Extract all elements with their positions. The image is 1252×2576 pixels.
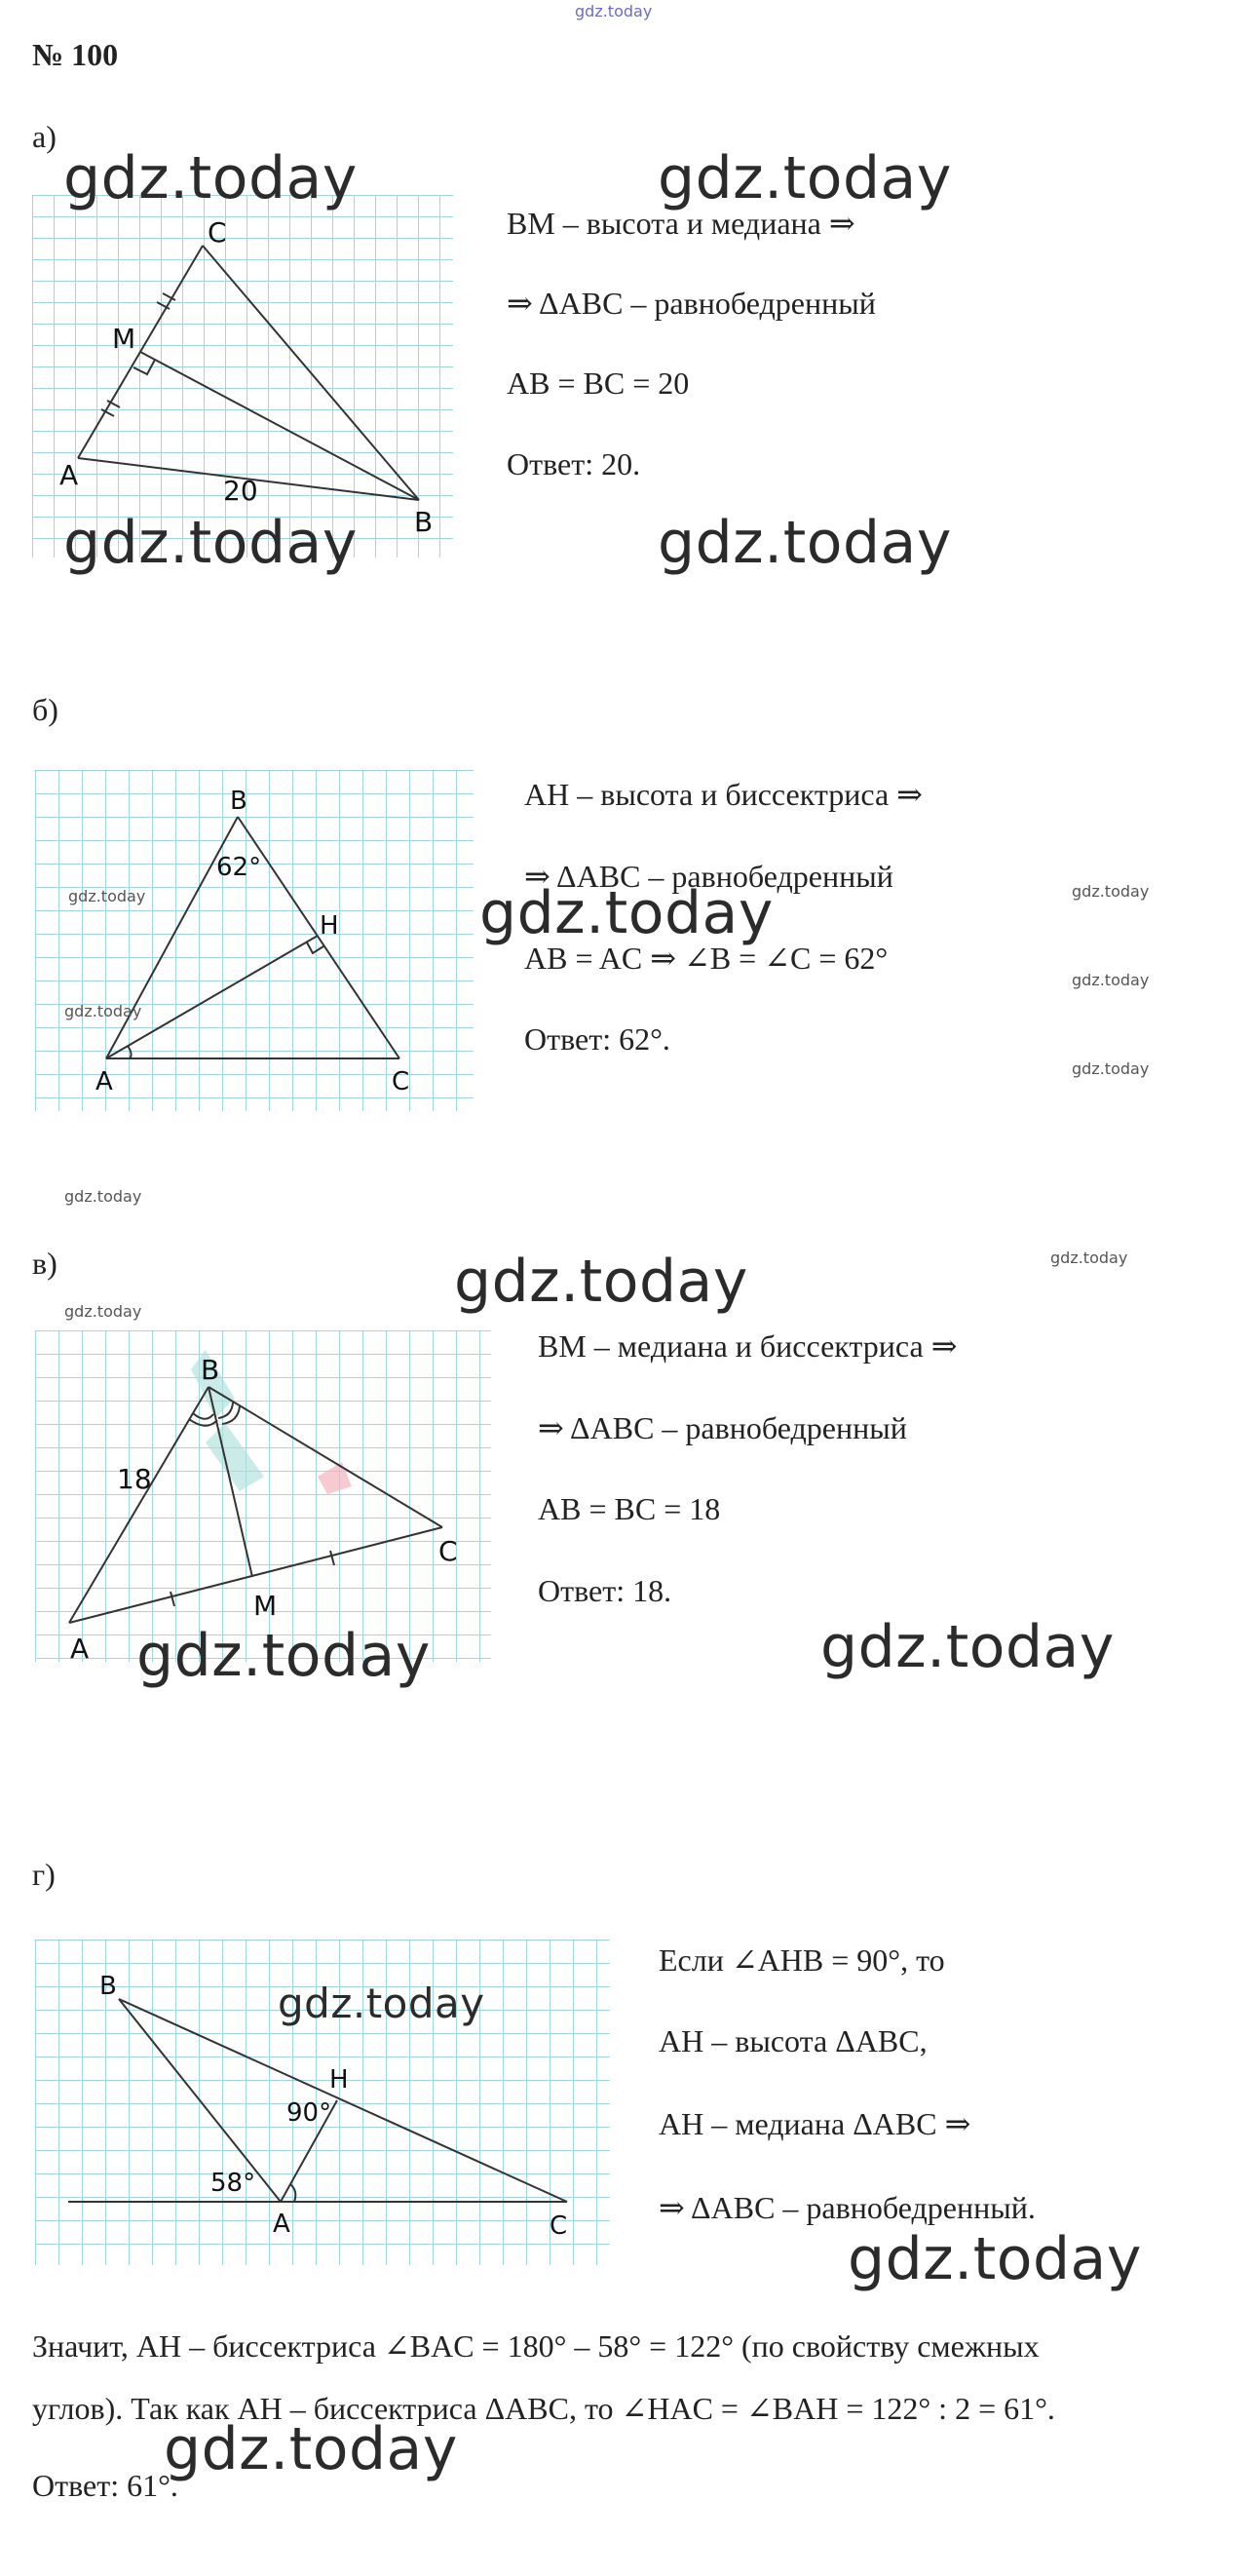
watermark: gdz.today (68, 887, 146, 905)
watermark: gdz.today (658, 144, 952, 212)
watermark: gdz.today (820, 1613, 1115, 1681)
site-header-link[interactable]: gdz.today (575, 2, 653, 20)
label-c: C (392, 1067, 410, 1096)
grid-background (35, 770, 474, 1111)
watermark: gdz.today (63, 509, 358, 577)
part-v-line-2: ⇒ ΔABC – равнобедренный (538, 1410, 907, 1445)
watermark: gdz.today (1072, 971, 1150, 989)
label-b: B (230, 787, 247, 816)
watermark: gdz.today (1050, 1249, 1128, 1267)
conclusion-line-2: углов). Так как AH – биссектриса ΔABC, то ∠HAC = ∠BAH = 122° : 2 = 61°. (32, 2391, 1055, 2426)
part-v-label: в) (32, 1246, 57, 1281)
part-v-line-4: Ответ: 18. (538, 1573, 672, 1608)
watermark: gdz.today (64, 1187, 142, 1206)
label-c: C (208, 216, 227, 249)
part-b-label: б) (32, 692, 58, 727)
part-b-line-2: ⇒ ΔABC – равнобедренный (524, 859, 893, 894)
label-a: A (59, 459, 79, 491)
part-v-line-3: AB = BC = 18 (538, 1491, 721, 1526)
conclusion-answer: Ответ: 61°. (32, 2468, 178, 2503)
label-h: H (329, 2065, 349, 2095)
label-m: M (253, 1590, 278, 1622)
label-h: H (320, 911, 339, 941)
watermark: gdz.today (64, 1302, 142, 1321)
part-b-line-3: AB = AC ⇒ ∠B = ∠C = 62° (524, 941, 889, 976)
label-b: B (414, 506, 434, 538)
part-v-figure (35, 1330, 497, 1668)
label-angle-a: 58° (210, 2169, 256, 2198)
part-g-label: г) (32, 1857, 56, 1892)
part-b-line-1: AH – высота и биссектриса ⇒ (524, 777, 923, 812)
watermark: gdz.today (479, 879, 774, 947)
label-a: A (95, 1067, 113, 1096)
label-c: C (438, 1535, 458, 1567)
part-a-line-1: BM – высота и медиана ⇒ (507, 206, 855, 241)
watermark: gdz.today (1072, 882, 1150, 901)
part-g-line-4: ⇒ ΔABC – равнобедренный. (659, 2190, 1036, 2225)
label-side: 20 (223, 475, 258, 507)
watermark: gdz.today (136, 1622, 431, 1690)
part-a-line-3: AB = BC = 20 (507, 365, 690, 401)
label-angle-h: 90° (286, 2098, 332, 2128)
watermark: gdz.today (454, 1248, 748, 1316)
label-b: B (201, 1354, 220, 1386)
label-a: A (70, 1633, 90, 1665)
part-a-line-4: Ответ: 20. (507, 446, 641, 481)
watermark: gdz.today (1072, 1059, 1150, 1078)
label-b: B (99, 1972, 117, 2001)
watermark: gdz.today (64, 1002, 142, 1020)
part-b-figure (35, 770, 479, 1117)
watermark: gdz.today (278, 1980, 485, 2027)
task-number: № 100 (32, 37, 119, 72)
label-angle: 62° (216, 853, 262, 882)
part-b-line-4: Ответ: 62°. (524, 1021, 670, 1057)
part-v-line-1: BM – медиана и биссектриса ⇒ (538, 1328, 958, 1364)
watermark: gdz.today (658, 509, 952, 577)
part-a-line-2: ⇒ ΔABC – равнобедренный (507, 286, 876, 321)
part-g-line-3: AH – медиана ΔABC ⇒ (659, 2106, 971, 2141)
label-a: A (273, 2210, 290, 2239)
watermark: gdz.today (848, 2225, 1142, 2293)
label-c: C (550, 2211, 568, 2241)
label-side: 18 (117, 1463, 152, 1495)
watermark: gdz.today (164, 2415, 458, 2483)
conclusion-line-1: Значит, AH – биссектриса ∠BAC = 180° – 58° = 122° (по свойству смежных (32, 2328, 1040, 2364)
part-a-label: а) (32, 119, 57, 154)
part-g-line-2: AH – высота ΔABC, (659, 2023, 928, 2058)
part-g-line-1: Если ∠AHB = 90°, то (659, 1942, 945, 1978)
label-m: M (112, 323, 136, 355)
watermark: gdz.today (63, 144, 358, 212)
